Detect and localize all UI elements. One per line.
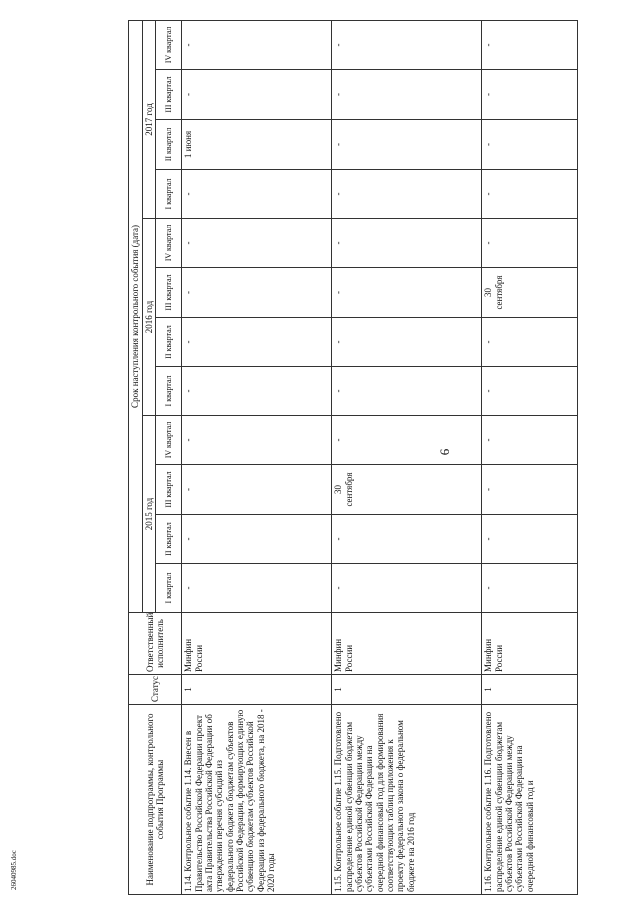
deadline-cell: -: [182, 219, 332, 268]
deadline-cell: -: [332, 20, 482, 69]
deadline-cell: -: [482, 564, 578, 613]
deadline-cell: -: [332, 515, 482, 564]
deadline-cell: -: [332, 268, 482, 318]
deadline-cell: -: [182, 564, 332, 613]
deadline-cell: -: [482, 367, 578, 416]
header-quarter: I квартал: [156, 564, 182, 613]
deadline-cell: -: [482, 120, 578, 170]
footer-filename: 26040985.doc: [10, 850, 18, 890]
deadline-cell: -: [482, 465, 578, 515]
deadline-cell: -: [482, 170, 578, 219]
deadline-cell: -: [332, 367, 482, 416]
header-quarter: II квартал: [156, 515, 182, 564]
header-year-2016: 2016 год: [143, 219, 156, 416]
header-quarter: III квартал: [156, 70, 182, 120]
control-events-table: [128, 20, 578, 895]
header-quarter: IV квартал: [156, 416, 182, 465]
deadline-cell: -: [332, 120, 482, 170]
event-name-cell: [182, 705, 332, 895]
deadline-cell: -: [182, 515, 332, 564]
deadline-cell: -: [182, 416, 332, 465]
event-description: Контрольное событие 1.14. Внесен в Правительство Российской Федерации проект акта Правительства Российской Федерации об утверждении перечня субсидий из федерального бюджета бюджетам субъектов Российской Федерации, формирующих единую субвенцию бюджетам субъектов Российской Федерации из федерального бюджета, на 2018 - 2020 годы: [183, 709, 277, 892]
header-quarter: I квартал: [156, 367, 182, 416]
deadline-cell: 1 июня: [182, 120, 332, 170]
header-quarter: IV квартал: [156, 219, 182, 268]
event-number: 1.15.: [333, 874, 344, 892]
deadline-cell: -: [332, 318, 482, 367]
deadline-cell: -: [182, 268, 332, 318]
status-cell: 1: [182, 675, 332, 705]
table-body: [182, 20, 578, 894]
header-year-2017: 2017 год: [143, 20, 156, 218]
event-name-cell: [332, 705, 482, 895]
header-quarter: I квартал: [156, 170, 182, 219]
header-quarter: III квартал: [156, 268, 182, 318]
event-number: 1.16.: [483, 874, 494, 892]
deadline-cell: -: [482, 70, 578, 120]
header-status: Статус: [129, 675, 182, 705]
table-row: [332, 20, 482, 894]
deadline-cell: -: [482, 515, 578, 564]
event-description: Контрольное событие 1.16. Подготовлено распределение единой субвенции бюджетам субъектов Российской Федерации между субъектами Российской Федерации на очередной финансовый год и: [483, 711, 535, 892]
event-name-cell: [482, 705, 578, 895]
deadline-cell: 30 сентября: [482, 268, 578, 318]
deadline-cell: -: [482, 318, 578, 367]
deadline-cell: -: [182, 70, 332, 120]
deadline-cell: -: [482, 20, 578, 69]
header-year-2015: 2015 год: [143, 416, 156, 613]
status-cell: 1: [332, 675, 482, 705]
table-row: [182, 20, 332, 894]
deadline-cell: -: [182, 367, 332, 416]
rotated-page: [128, 20, 628, 895]
event-number: 1.14.: [183, 874, 194, 892]
deadline-cell: -: [332, 564, 482, 613]
status-cell: 1: [482, 675, 578, 705]
deadline-cell: -: [482, 416, 578, 465]
deadline-cell: -: [182, 318, 332, 367]
header-deadline: Срок наступления контрольного события (дата): [129, 20, 143, 612]
header-quarter: III квартал: [156, 465, 182, 515]
header-name: Наименование подпрограммы, контрольного события Программы: [129, 705, 182, 895]
deadline-cell: -: [332, 70, 482, 120]
responsible-cell: Минфин России: [482, 613, 578, 675]
deadline-cell: -: [332, 416, 482, 465]
header-quarter: II квартал: [156, 120, 182, 170]
responsible-cell: Минфин России: [182, 613, 332, 675]
deadline-cell: -: [332, 170, 482, 219]
page-number: 6: [437, 448, 452, 456]
table-row: [482, 20, 578, 894]
event-description: Контрольное событие 1.15. Подготовлено распределение единой субвенции бюджетам субъектов Российской Федерации между субъектами Российской Федерации на очередной финансовый год для формирования соответствующих таблиц приложения к проекту федерального закона о федеральном бюджете на 2016 год: [333, 711, 416, 892]
deadline-cell: -: [182, 20, 332, 69]
responsible-cell: Минфин России: [332, 613, 482, 675]
deadline-cell: -: [182, 465, 332, 515]
deadline-cell: 30 сентября: [332, 465, 482, 515]
deadline-cell: -: [482, 219, 578, 268]
deadline-cell: -: [332, 219, 482, 268]
header-quarter: IV квартал: [156, 20, 182, 69]
header-quarter: II квартал: [156, 318, 182, 367]
deadline-cell: -: [182, 170, 332, 219]
header-responsible: Ответственный исполнитель: [129, 613, 182, 675]
